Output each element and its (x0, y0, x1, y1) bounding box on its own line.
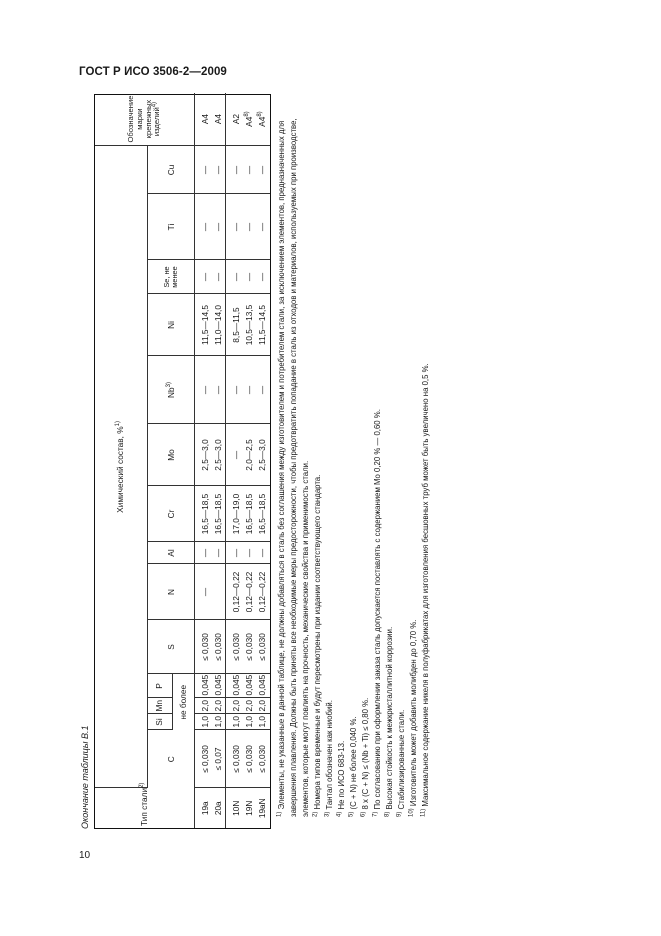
rotated-table-area (80, 94, 458, 829)
col-header-cr: Cr (148, 486, 195, 542)
cell-p: 0,045 (230, 674, 243, 698)
cell-s: ≤ 0,030 (199, 620, 212, 674)
col-header-nb: Nb$^{3)}$ (148, 356, 195, 424)
cell-se: — (213, 260, 226, 294)
cell-n: — (199, 564, 212, 620)
table-caption: Окончание таблицы В.1 (80, 725, 90, 829)
cell-mo: 2,5—3,0 (256, 424, 269, 486)
cell-mo: 2,5—3,0 (213, 424, 226, 486)
chem-header: Химический состав, %$^{1)}$ (95, 146, 148, 788)
footnote: $^{2)}$ Номера типов временные и будут пересмотрены при издании соответствующего стандарта. (312, 474, 322, 817)
cell-type: 19a (200, 801, 211, 816)
col-header-n: N (148, 564, 195, 620)
table-row (199, 93, 212, 828)
col-header-mo: Mo (148, 424, 195, 486)
table-row (256, 93, 269, 828)
footnote: $^{6)}$ 8 x (C + N) ≤ (Nb + Ti) ≤ 0,80 %. (360, 697, 370, 817)
cell-mo: 2,0—2,5 (243, 424, 256, 486)
cell-al: — (213, 542, 226, 564)
col-header-se: Se, не менее (148, 260, 195, 294)
cell-al: — (230, 542, 243, 564)
table-group-2 (226, 93, 270, 828)
cell-si: 1,0 (243, 714, 256, 730)
cell-mn: 2,0 (213, 698, 226, 714)
table-row (243, 93, 256, 828)
document-header: ГОСТ Р ИСО 3506-2—2009 (79, 66, 227, 78)
footnote: $^{7)}$ По согласованию при оформлении заказа сталь допускается поставлять с содержанием Mo 0,20 % — 0,60 %. (372, 409, 382, 817)
footnotes (276, 97, 432, 817)
cell-p: 0,045 (256, 674, 269, 698)
chemical-composition-table (94, 94, 271, 829)
col-header-mn: Mn (148, 698, 172, 714)
cell-cu: — (199, 146, 212, 194)
cell-al: — (199, 542, 212, 564)
cell-cu: — (213, 146, 226, 194)
cell-se: — (256, 260, 269, 294)
cell-p: 0,045 (213, 674, 226, 698)
cell-al: — (243, 542, 256, 564)
cell-mn: 2,0 (199, 698, 212, 714)
table-row (230, 93, 243, 828)
col-header-al: Al (148, 542, 195, 564)
footnote: $^{1)}$ Элементы, не указанные в данной таблице, не должны добавляться в сталь без соглашения между изготовителем и потребителем стали, за исключением элементов, предназначенных для завершения плавления. Должны быть приняты все необходимые меры предосторожности, чтобы предотвратить попадание в сталь из отходов и материалов, используемых при производстве, элементов, которые могут повлиять на прочность, механические свойства и применимость стали. (276, 118, 310, 817)
cell-ni: 10,5—13,5 (243, 294, 256, 356)
col-header-cu: Cu (148, 146, 195, 194)
cell-n: 0,12—0,22 (230, 564, 243, 620)
cell-mn: 2,0 (230, 698, 243, 714)
mark-header: Обозначение марки крепежных изделий$^{4)}$ (95, 93, 195, 146)
col-header-si: Si (148, 714, 172, 730)
footnote: $^{4)}$ Не по ИСО 683-13. (336, 740, 346, 817)
cell-s: ≤ 0,030 (230, 620, 243, 674)
col-header-p: P (148, 674, 172, 698)
cell-c: ≤ 0,030 (230, 730, 243, 788)
table-group-1 (195, 93, 226, 828)
cell-ti: — (199, 194, 212, 260)
cell-mo: 2,5—3,0 (199, 424, 212, 486)
cell-s: ≤ 0,030 (256, 620, 269, 674)
cell-c: ≤ 0,07 (213, 730, 226, 788)
cell-type: 19aN (256, 798, 267, 819)
cell-c: ≤ 0,030 (243, 730, 256, 788)
cell-si: 1,0 (213, 714, 226, 730)
cell-ni: 8,5—11,5 (230, 294, 243, 356)
cell-al: — (256, 542, 269, 564)
cell-cu: — (256, 146, 269, 194)
cell-cr: 16,5—18,5 (199, 486, 212, 542)
cell-cu: — (230, 146, 243, 194)
footnote: $^{8)}$ Высокая стойкость к межкристаллитной коррозии. (384, 626, 394, 817)
cell-nb: — (256, 356, 269, 424)
cell-cu: — (243, 146, 256, 194)
cell-cr: 16,5—18,5 (243, 486, 256, 542)
cell-ti: — (230, 194, 243, 260)
cell-type: 20a (213, 788, 226, 828)
page-number: 10 (79, 850, 91, 861)
cell-s: ≤ 0,030 (243, 620, 256, 674)
footnote: $^{11)}$ Максимальное содержание никеля в полуфабрикатах для изготовления бесшовных труб может быть увеличено на 0,5 %. (420, 363, 430, 817)
cell-ti: — (243, 194, 256, 260)
ne-bolee-label: не более (172, 674, 194, 730)
cell-mark: A4 (213, 93, 226, 146)
footnote: $^{3)}$ Тантал обозначен как ниобий. (324, 700, 334, 817)
cell-nb: — (213, 356, 226, 424)
cell-s: ≤ 0,030 (213, 620, 226, 674)
cell-mark: A4$^{8)}$ (243, 93, 256, 146)
col-header-s: S (148, 620, 195, 674)
cell-si: 1,0 (256, 714, 269, 730)
cell-ni: 11,5—14,5 (199, 294, 212, 356)
cell-mark: A4$^{8)}$ (256, 93, 269, 146)
cell-se: — (243, 260, 256, 294)
cell-n: 0,12—0,22 (256, 564, 269, 620)
cell-n (213, 564, 226, 620)
cell-nb: — (199, 356, 212, 424)
cell-ni: 11,5—14,5 (256, 294, 269, 356)
cell-ti: — (213, 194, 226, 260)
table-row (213, 93, 226, 828)
cell-mark: A2 (230, 93, 243, 146)
type-col-header: Тип стали$^{2)}$ (95, 788, 195, 828)
cell-cr: 17,0—19,0 (230, 486, 243, 542)
cell-p: 0,045 (243, 674, 256, 698)
cell-mark: A4 (199, 93, 212, 146)
cell-se: — (230, 260, 243, 294)
cell-type: 19N (243, 800, 254, 816)
cell-mn: 2,0 (256, 698, 269, 714)
cell-ni: 11,0—14,0 (213, 294, 226, 356)
col-header-ni: Ni (148, 294, 195, 356)
cell-se: — (199, 260, 212, 294)
cell-mo: — (230, 424, 243, 486)
footnote: $^{9)}$ Стабилизированные стали. (396, 709, 406, 817)
cell-nb: — (243, 356, 256, 424)
cell-c: ≤ 0,030 (256, 730, 269, 788)
cell-cr: 16,5—18,5 (213, 486, 226, 542)
cell-si: 1,0 (199, 714, 212, 730)
cell-p: 0,045 (199, 674, 212, 698)
cell-mn: 2,0 (243, 698, 256, 714)
cell-n: 0,12—0,22 (243, 564, 256, 620)
cell-ti: — (256, 194, 269, 260)
footnote: $^{5)}$ (C + N) не более 0,040 %. (348, 716, 358, 817)
cell-nb: — (230, 356, 243, 424)
cell-type: 10N (230, 800, 241, 816)
cell-si: 1,0 (230, 714, 243, 730)
cell-c: ≤ 0,030 (199, 730, 212, 788)
footnote: $^{10)}$ Изготовитель может добавить молибден до 0,70 %. (408, 619, 418, 817)
cell-cr: 16,5—18,5 (256, 486, 269, 542)
col-header-ti: Ti (148, 194, 195, 260)
col-header-c: C (148, 730, 195, 788)
